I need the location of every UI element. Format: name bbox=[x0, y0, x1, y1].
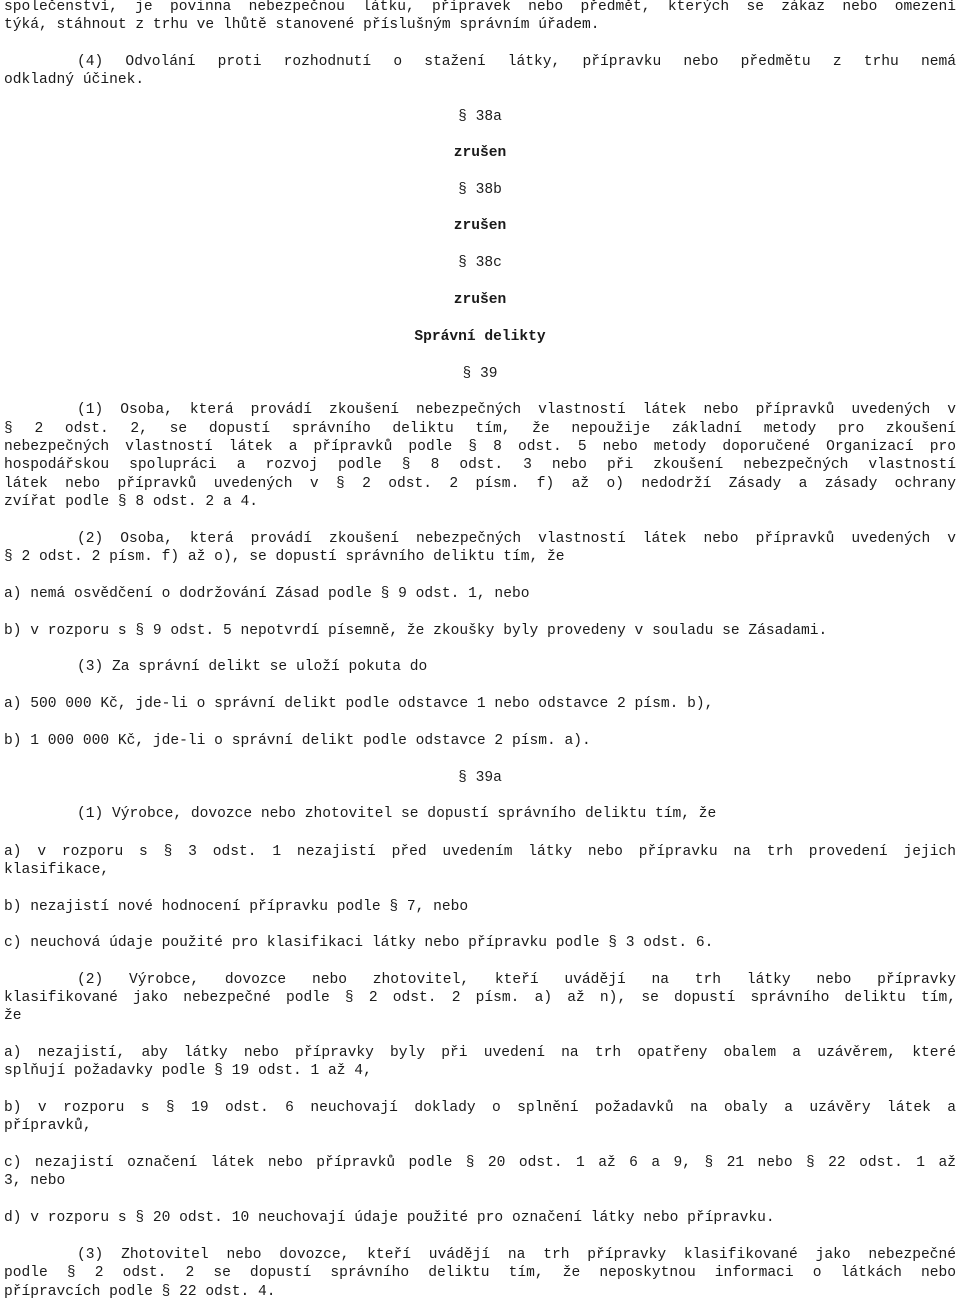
text-line: společenství, je povinna nebezpečnou látku, přípravek nebo předmět, kterých se zákaz nebo omezení bbox=[4, 0, 956, 15]
list-item: a) nemá osvědčení o dodržování Zásad podle § 9 odst. 1, nebo bbox=[4, 586, 530, 602]
text-line: § 2 odst. 2, se dopustí správního deliktu tím, že nepoužije základní metody pro zkoušení bbox=[4, 421, 956, 437]
text-line: klasifikace, bbox=[4, 862, 110, 878]
section-heading: § 38a bbox=[458, 109, 502, 125]
paragraph-start-line: (3) Za správní delikt se uloží pokuta do bbox=[77, 659, 428, 675]
text-line: § 2 odst. 2 písm. f) až o), se dopustí správního deliktu tím, že bbox=[4, 549, 565, 565]
text-line: odkladný účinek. bbox=[4, 72, 145, 88]
list-item: b) v rozporu s § 19 odst. 6 neuchovají doklady o splnění požadavků na obaly a uzávěry látek a bbox=[4, 1100, 956, 1116]
text-line: že bbox=[4, 1008, 22, 1024]
text-line: přípravcích podle § 22 odst. 4. bbox=[4, 1284, 276, 1300]
text-line: splňují požadavky podle § 19 odst. 1 až 4, bbox=[4, 1063, 372, 1079]
text-line: látek nebo přípravků uvedených v § 2 odst. 2 písm. f) až o) nedodrží Zásady a zásady ochrany bbox=[4, 476, 956, 492]
paragraph-start-line: (1) Výrobce, dovozce nebo zhotovitel se dopustí správního deliktu tím, že bbox=[77, 806, 717, 822]
section-heading: § 38b bbox=[458, 182, 502, 198]
paragraph-start-line: (1) Osoba, která provádí zkoušení nebezpečných vlastností látek nebo přípravků uvedených v bbox=[77, 402, 956, 418]
text-line: týká, stáhnout z trhu ve lhůtě stanovené příslušným správním úřadem. bbox=[4, 17, 600, 33]
list-item: d) v rozporu s § 20 odst. 10 neuchovají údaje použité pro označení látky nebo přípravku. bbox=[4, 1210, 775, 1226]
paragraph-start-line: (2) Výrobce, dovozce nebo zhotovitel, kteří uvádějí na trh látky nebo přípravky bbox=[77, 972, 956, 988]
text-line: hospodářskou spolupráci a rozvoj podle § 8 odst. 3 nebo při zkoušení nebezpečných vlastností bbox=[4, 457, 956, 473]
text-line: klasifikované jako nebezpečné podle § 2 odst. 2 písm. a) až n), se dopustí správního deliktu tím, bbox=[4, 990, 956, 1006]
list-item: a) v rozporu s § 3 odst. 1 nezajistí před uvedením látky nebo přípravku na trh provedení jejich bbox=[4, 844, 956, 860]
list-item: a) nezajistí, aby látky nebo přípravky byly při uvedení na trh opatřeny obalem a uzávěrem, které bbox=[4, 1045, 956, 1061]
text-line: 3, nebo bbox=[4, 1173, 66, 1189]
section-heading: § 39 bbox=[462, 366, 498, 382]
list-item: b) nezajistí nové hodnocení přípravku podle § 7, nebo bbox=[4, 899, 469, 915]
paragraph-start-line: (3) Zhotovitel nebo dovozce, kteří uvádějí na trh přípravky klasifikované jako nebezpečné bbox=[77, 1247, 956, 1263]
list-item: c) nezajistí označení látek nebo přípravků podle § 20 odst. 1 až 6 a 9, § 21 nebo § 22 odst. 1 až bbox=[4, 1155, 956, 1171]
text-line: přípravků, bbox=[4, 1118, 92, 1134]
paragraph-start-line: (2) Osoba, která provádí zkoušení nebezpečných vlastností látek nebo přípravků uvedených v bbox=[77, 531, 956, 547]
repealed-label: zrušen bbox=[453, 218, 507, 234]
section-heading: § 38c bbox=[458, 255, 502, 271]
list-item: b) 1 000 000 Kč, jde-li o správní delikt podle odstavce 2 písm. a). bbox=[4, 733, 591, 749]
list-item: c) neuchová údaje použité pro klasifikaci látky nebo přípravku podle § 3 odst. 6. bbox=[4, 935, 714, 951]
chapter-title: Správní delikty bbox=[414, 329, 546, 345]
section-heading: § 39a bbox=[458, 770, 502, 786]
text-line: zvířat podle § 8 odst. 2 a 4. bbox=[4, 494, 258, 510]
repealed-label: zrušen bbox=[453, 145, 507, 161]
list-item: a) 500 000 Kč, jde-li o správní delikt podle odstavce 1 nebo odstavce 2 písm. b), bbox=[4, 696, 714, 712]
paragraph-start-line: (4) Odvolání proti rozhodnutí o stažení látky, přípravku nebo předmětu z trhu nemá bbox=[77, 54, 956, 70]
text-line: nebezpečných vlastností látek a přípravků podle § 8 odst. 5 nebo metody doporučené Organizací pro bbox=[4, 439, 956, 455]
repealed-label: zrušen bbox=[453, 292, 507, 308]
list-item: b) v rozporu s § 9 odst. 5 nepotvrdí písemně, že zkoušky byly provedeny v souladu se Zásadami. bbox=[4, 623, 828, 639]
text-line: podle § 2 odst. 2 se dopustí správního deliktu tím, že neposkytnou informaci o látkách nebo bbox=[4, 1265, 956, 1281]
